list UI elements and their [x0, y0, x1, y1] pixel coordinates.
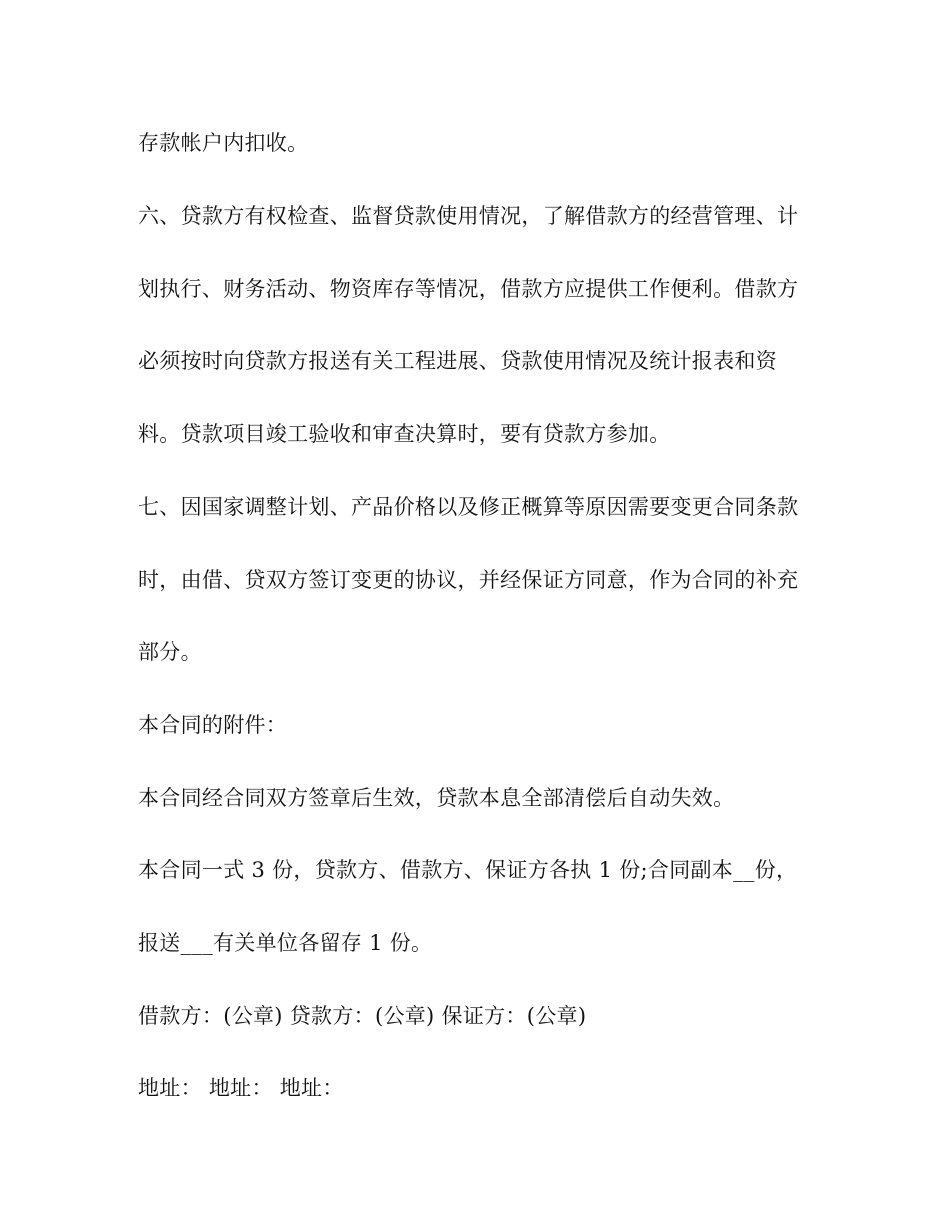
text-line: 报送___有关单位各留存 1 份。 [138, 931, 433, 955]
text-line: 必须按时向贷款方报送有关工程进展、贷款使用情况及统计报表和资 [138, 349, 777, 373]
text-line: 本合同一式 3 份，贷款方、借款方、保证方各执 1 份;合同副本__份， [138, 858, 798, 882]
text-line: 料。贷款项目竣工验收和审查决算时，要有贷款方参加。 [138, 422, 671, 446]
text-line: 时，由借、贷双方签订变更的协议，并经保证方同意，作为合同的补充 [138, 568, 799, 592]
text-line: 部分。 [138, 640, 202, 664]
text-line: 七、因国家调整计划、产品价格以及修正概算等原因需要变更合同条款 [138, 495, 799, 519]
address-line: 地址： 地址： 地址： [138, 1076, 344, 1100]
text-line: 六、贷款方有权检查、监督贷款使用情况，了解借款方的经营管理、计 [138, 204, 799, 228]
text-line: 本合同经合同双方签章后生效，贷款本息全部清偿后自动失效。 [138, 786, 735, 810]
text-line: 存款帐户内扣收。 [138, 131, 309, 155]
text-line: 本合同的附件： [138, 713, 288, 737]
text-line: 划执行、财务活动、物资库存等情况，借款方应提供工作便利。借款方 [138, 277, 799, 301]
signature-parties-line: 借款方：(公章) 贷款方：(公章) 保证方：(公章) [138, 1004, 587, 1028]
